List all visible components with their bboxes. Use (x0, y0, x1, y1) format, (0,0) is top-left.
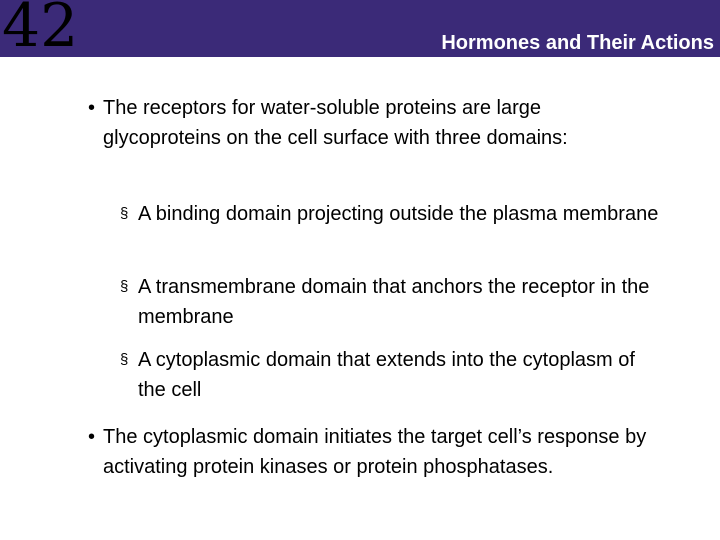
slide-title: Hormones and Their Actions (441, 32, 714, 54)
sub-bullet-text: A transmembrane domain that anchors the receptor in the membrane (138, 276, 650, 328)
chapter-number: 42 (2, 0, 79, 61)
sub-bullet-item (120, 272, 660, 332)
sub-bullet-text: A cytoplasmic domain that extends into the cytoplasm of the cell (138, 349, 635, 401)
sub-bullet-marker: § (120, 351, 129, 368)
bullet-text: The cytoplasmic domain initiates the target cell’s response by activating protein kinases or protein phosphatases. (103, 426, 647, 478)
sub-bullet-text: A binding domain projecting outside the plasma membrane (138, 203, 659, 225)
sub-bullet-item (120, 199, 660, 229)
sub-bullet-marker: § (120, 278, 129, 295)
bullet-text: The receptors for water-soluble proteins are large glycoproteins on the cell surface with three domains: (103, 97, 568, 149)
bullet-marker: • (88, 426, 96, 448)
bullet-marker: • (88, 97, 96, 119)
bullet-item (88, 422, 648, 482)
sub-bullet-marker: § (120, 205, 129, 222)
bullet-item (88, 93, 648, 153)
sub-bullet-item (120, 345, 660, 405)
